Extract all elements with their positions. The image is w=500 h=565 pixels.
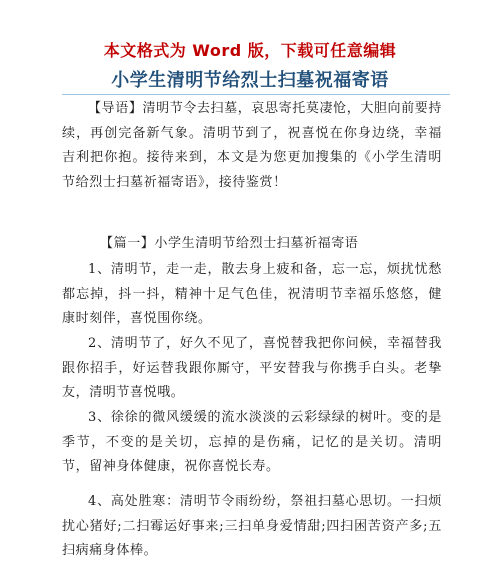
paragraph-2: 2、清明节了，好久不见了，喜悦替我把你问候，幸福替我跟你招手，好运替我跟你厮守，平安替我与你携手白头。老挚友，清明节喜悦哦。 (62, 336, 442, 400)
paragraph-4: 4、高处胜寒：清明节令雨纷纷，祭祖扫墓心思切。一扫烦扰心猪好;二扫霉运好事来;三扫单身爱情甜;四扫困苦资产多;五扫病痛身体棒。 (62, 494, 442, 558)
format-banner: 本文格式为 Word 版，下载可任意编辑 (103, 41, 397, 60)
paragraph-1: 1、清明节，走一走，散去身上疲和备，忘一忘，烦扰忧愁都忘掉，抖一抖，精神十足气色佳，祝清明节幸福乐悠悠，健康时刻伴，喜悦围你绕。 (62, 262, 442, 326)
page-title: 小学生清明节给烈士扫墓祝福寄语 (111, 70, 389, 91)
section-heading: 【篇一】小学生清明节给烈士扫墓祈福寄语 (100, 236, 359, 251)
intro-paragraph: 【导语】清明节令去扫墓，哀思寄托莫凄怆，大胆向前要持续，再创完备新气象。清明节到了，祝喜悦在你身边绕，幸福吉利把你抱。接待来到，本文是为您更加搜集的《小学生清明节给烈士扫墓祈福寄语》，接待鉴赏！ (62, 101, 442, 190)
title-divider (62, 94, 450, 95)
paragraph-3: 3、徐徐的微风缓缓的流水淡淡的云彩绿绿的树叶。变的是季节，不变的是关切，忘掉的是伤痛，记忆的是关切。清明节，留神身体健康，祝你喜悦长寿。 (62, 410, 442, 474)
